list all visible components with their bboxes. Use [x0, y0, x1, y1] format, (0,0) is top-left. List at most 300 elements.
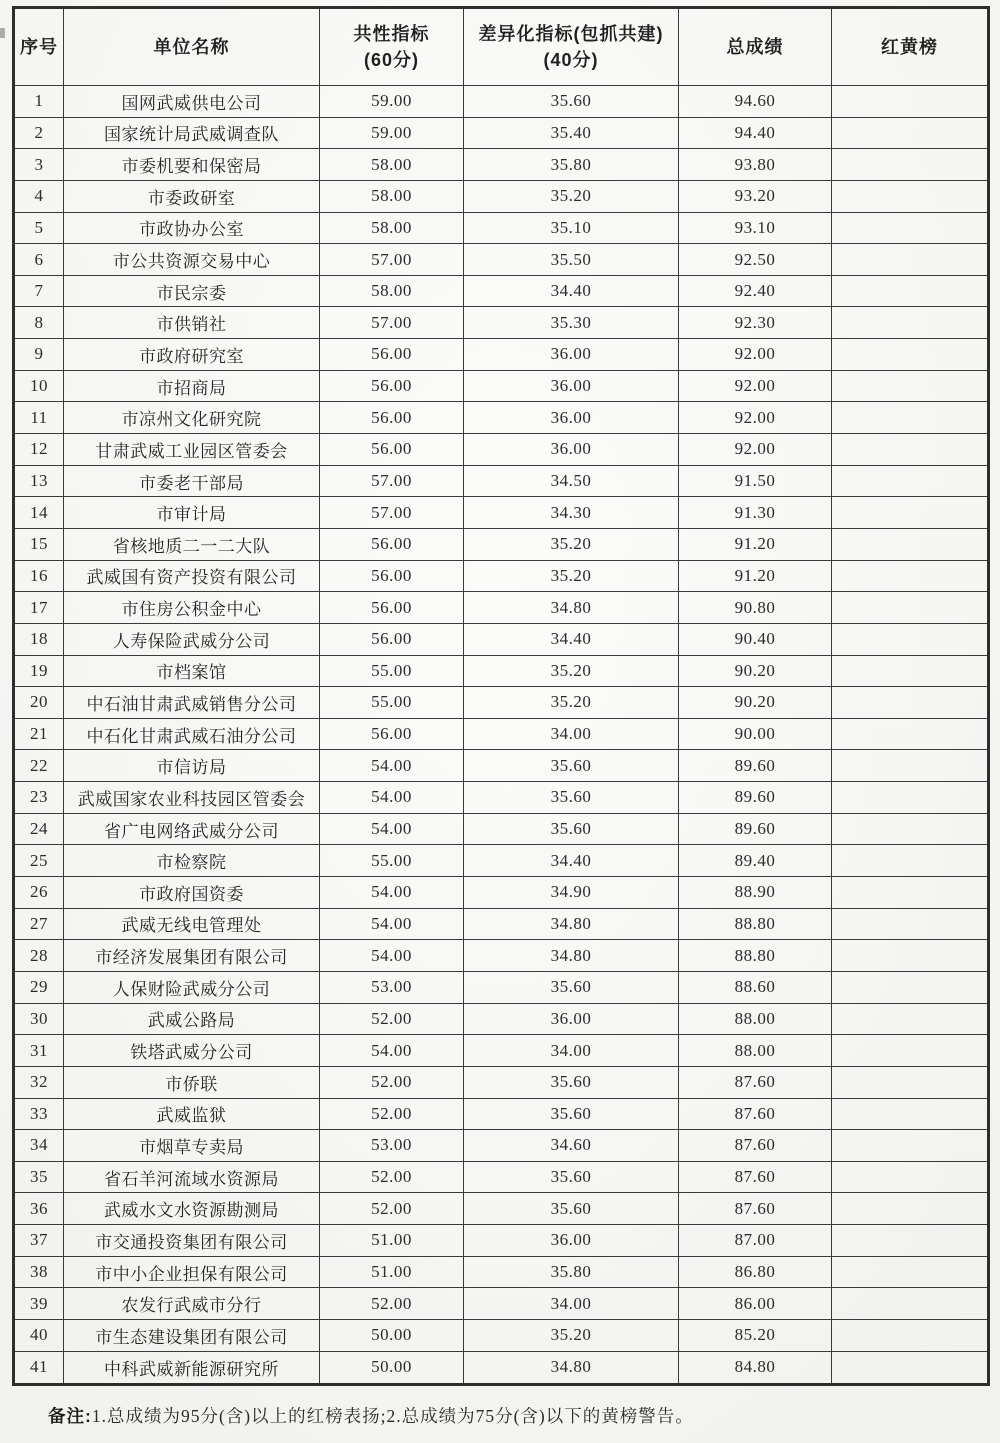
cell-diff: 34.90 — [464, 877, 679, 909]
cell-diff: 34.00 — [464, 1288, 679, 1320]
cell-flag — [832, 1098, 989, 1130]
cell-total: 88.00 — [679, 1003, 832, 1035]
cell-unit: 市委老干部局 — [64, 465, 320, 497]
table-row — [14, 687, 989, 719]
cell-rank: 8 — [14, 307, 64, 339]
cell-total: 92.50 — [679, 244, 832, 276]
cell-flag — [832, 497, 989, 529]
table-row — [14, 497, 989, 529]
cell-unit: 人保财险武威分公司 — [64, 971, 320, 1003]
table-row — [14, 560, 989, 592]
cell-unit: 市经济发展集团有限公司 — [64, 940, 320, 972]
cell-flag — [832, 402, 989, 434]
cell-diff: 36.00 — [464, 402, 679, 434]
cell-rank: 26 — [14, 877, 64, 909]
cell-flag — [832, 1130, 989, 1162]
cell-diff: 36.00 — [464, 339, 679, 371]
cell-common: 57.00 — [320, 497, 464, 529]
cell-total: 90.20 — [679, 655, 832, 687]
cell-total: 93.20 — [679, 180, 832, 212]
cell-flag — [832, 149, 989, 181]
cell-flag — [832, 1351, 989, 1384]
cell-common: 56.00 — [320, 592, 464, 624]
scan-artifact — [0, 28, 5, 38]
cell-rank: 13 — [14, 465, 64, 497]
table-row — [14, 655, 989, 687]
cell-common: 52.00 — [320, 1066, 464, 1098]
cell-total: 92.00 — [679, 339, 832, 371]
cell-total: 92.00 — [679, 370, 832, 402]
header-common-indicator — [320, 8, 464, 86]
cell-diff: 35.60 — [464, 86, 679, 118]
cell-diff: 34.50 — [464, 465, 679, 497]
cell-unit: 中石化甘肃武威石油分公司 — [64, 718, 320, 750]
cell-common: 59.00 — [320, 117, 464, 149]
cell-diff: 34.80 — [464, 592, 679, 624]
cell-total: 84.80 — [679, 1351, 832, 1384]
header-rank-label: 序号 — [20, 36, 58, 57]
header-common-line2: (60分) — [363, 50, 419, 70]
cell-diff: 34.00 — [464, 1035, 679, 1067]
cell-total: 92.00 — [679, 402, 832, 434]
table-row — [14, 1098, 989, 1130]
cell-unit: 省石羊河流域水资源局 — [64, 1161, 320, 1193]
cell-rank: 40 — [14, 1319, 64, 1351]
cell-total: 86.00 — [679, 1288, 832, 1320]
table-row — [14, 750, 989, 782]
cell-common: 56.00 — [320, 339, 464, 371]
cell-common: 51.00 — [320, 1256, 464, 1288]
cell-flag — [832, 86, 989, 118]
cell-diff: 35.60 — [464, 1161, 679, 1193]
cell-diff: 35.60 — [464, 750, 679, 782]
cell-diff: 35.20 — [464, 528, 679, 560]
cell-flag — [832, 623, 989, 655]
cell-rank: 16 — [14, 560, 64, 592]
cell-rank: 2 — [14, 117, 64, 149]
cell-total: 88.90 — [679, 877, 832, 909]
cell-diff: 36.00 — [464, 434, 679, 466]
cell-diff: 34.40 — [464, 845, 679, 877]
cell-unit: 市交通投资集团有限公司 — [64, 1225, 320, 1257]
table-row — [14, 275, 989, 307]
footnote-label: 备注: — [48, 1406, 92, 1426]
cell-common: 56.00 — [320, 402, 464, 434]
cell-total: 89.60 — [679, 750, 832, 782]
cell-rank: 28 — [14, 940, 64, 972]
cell-flag — [832, 560, 989, 592]
header-total-score — [679, 8, 832, 86]
cell-common: 57.00 — [320, 307, 464, 339]
table-row — [14, 1003, 989, 1035]
cell-unit: 武威公路局 — [64, 1003, 320, 1035]
table-row — [14, 528, 989, 560]
cell-unit: 市审计局 — [64, 497, 320, 529]
cell-common: 56.00 — [320, 434, 464, 466]
cell-unit: 武威无线电管理处 — [64, 908, 320, 940]
cell-total: 88.00 — [679, 1035, 832, 1067]
table-row — [14, 813, 989, 845]
cell-diff: 35.20 — [464, 1319, 679, 1351]
cell-rank: 15 — [14, 528, 64, 560]
cell-common: 55.00 — [320, 845, 464, 877]
cell-diff: 35.60 — [464, 782, 679, 814]
cell-unit: 市烟草专卖局 — [64, 1130, 320, 1162]
cell-flag — [832, 750, 989, 782]
table-row — [14, 623, 989, 655]
header-total-label: 总成绩 — [726, 36, 784, 57]
cell-unit: 市供销社 — [64, 307, 320, 339]
cell-flag — [832, 1256, 989, 1288]
cell-unit: 市政府研究室 — [64, 339, 320, 371]
cell-common: 58.00 — [320, 275, 464, 307]
cell-unit: 市招商局 — [64, 370, 320, 402]
cell-diff: 35.60 — [464, 971, 679, 1003]
cell-flag — [832, 877, 989, 909]
cell-rank: 21 — [14, 718, 64, 750]
header-common-line1: 共性指标 — [353, 23, 430, 44]
cell-unit: 市委机要和保密局 — [64, 149, 320, 181]
cell-total: 93.10 — [679, 212, 832, 244]
header-row — [14, 8, 989, 86]
table-row — [14, 307, 989, 339]
cell-unit: 市凉州文化研究院 — [64, 402, 320, 434]
cell-common: 57.00 — [320, 465, 464, 497]
table-row — [14, 86, 989, 118]
header-unit-name — [64, 8, 320, 86]
cell-total: 90.20 — [679, 687, 832, 719]
table-row — [14, 971, 989, 1003]
cell-flag — [832, 465, 989, 497]
cell-unit: 国家统计局武威调查队 — [64, 117, 320, 149]
cell-common: 55.00 — [320, 655, 464, 687]
cell-rank: 39 — [14, 1288, 64, 1320]
header-red-yellow-label: 红黄榜 — [881, 36, 938, 57]
cell-diff: 35.60 — [464, 1193, 679, 1225]
header-diff-line1: 差异化指标(包抓共建) — [478, 23, 664, 44]
cell-common: 50.00 — [320, 1351, 464, 1384]
cell-flag — [832, 212, 989, 244]
cell-rank: 34 — [14, 1130, 64, 1162]
cell-total: 92.30 — [679, 307, 832, 339]
cell-total: 93.80 — [679, 149, 832, 181]
cell-common: 54.00 — [320, 813, 464, 845]
cell-unit: 武威水文水资源勘测局 — [64, 1193, 320, 1225]
cell-rank: 38 — [14, 1256, 64, 1288]
cell-flag — [832, 339, 989, 371]
cell-flag — [832, 244, 989, 276]
cell-diff: 36.00 — [464, 370, 679, 402]
cell-common: 55.00 — [320, 687, 464, 719]
cell-rank: 6 — [14, 244, 64, 276]
cell-unit: 省广电网络武威分公司 — [64, 813, 320, 845]
cell-rank: 36 — [14, 1193, 64, 1225]
cell-diff: 36.00 — [464, 1225, 679, 1257]
header-rank — [14, 8, 64, 86]
cell-diff: 34.00 — [464, 718, 679, 750]
cell-rank: 11 — [14, 402, 64, 434]
cell-flag — [832, 434, 989, 466]
cell-total: 89.40 — [679, 845, 832, 877]
cell-unit: 市住房公积金中心 — [64, 592, 320, 624]
cell-common: 53.00 — [320, 1130, 464, 1162]
cell-common: 56.00 — [320, 623, 464, 655]
cell-flag — [832, 592, 989, 624]
cell-total: 91.20 — [679, 560, 832, 592]
cell-rank: 3 — [14, 149, 64, 181]
cell-total: 87.00 — [679, 1225, 832, 1257]
cell-total: 90.00 — [679, 718, 832, 750]
cell-diff: 35.60 — [464, 1066, 679, 1098]
table-row — [14, 940, 989, 972]
cell-unit: 市档案馆 — [64, 655, 320, 687]
table-row — [14, 149, 989, 181]
cell-total: 87.60 — [679, 1098, 832, 1130]
cell-diff: 35.80 — [464, 149, 679, 181]
cell-flag — [832, 1161, 989, 1193]
cell-common: 54.00 — [320, 782, 464, 814]
cell-flag — [832, 782, 989, 814]
cell-flag — [832, 971, 989, 1003]
cell-unit: 市生态建设集团有限公司 — [64, 1319, 320, 1351]
cell-total: 88.60 — [679, 971, 832, 1003]
cell-total: 89.60 — [679, 813, 832, 845]
cell-flag — [832, 1193, 989, 1225]
cell-rank: 31 — [14, 1035, 64, 1067]
cell-diff: 35.60 — [464, 813, 679, 845]
footnote-text: 1.总成绩为95分(含)以上的红榜表扬;2.总成绩为75分(含)以下的黄榜警告。 — [91, 1406, 694, 1426]
cell-diff: 35.20 — [464, 180, 679, 212]
table-header — [14, 8, 989, 86]
cell-unit: 市检察院 — [64, 845, 320, 877]
table-row — [14, 434, 989, 466]
table-row — [14, 1130, 989, 1162]
cell-common: 54.00 — [320, 1035, 464, 1067]
cell-unit: 市委政研室 — [64, 180, 320, 212]
cell-total: 90.40 — [679, 623, 832, 655]
cell-diff: 34.30 — [464, 497, 679, 529]
cell-diff: 35.60 — [464, 1098, 679, 1130]
cell-common: 57.00 — [320, 244, 464, 276]
cell-flag — [832, 908, 989, 940]
cell-common: 54.00 — [320, 750, 464, 782]
cell-rank: 22 — [14, 750, 64, 782]
cell-common: 54.00 — [320, 877, 464, 909]
cell-diff: 35.20 — [464, 560, 679, 592]
cell-flag — [832, 813, 989, 845]
cell-common: 54.00 — [320, 940, 464, 972]
cell-flag — [832, 180, 989, 212]
cell-total: 91.30 — [679, 497, 832, 529]
cell-rank: 23 — [14, 782, 64, 814]
table-row — [14, 1193, 989, 1225]
cell-rank: 33 — [14, 1098, 64, 1130]
cell-common: 58.00 — [320, 180, 464, 212]
unit-score-table — [12, 6, 990, 1386]
cell-unit: 中石油甘肃武威销售分公司 — [64, 687, 320, 719]
cell-unit: 国网武威供电公司 — [64, 86, 320, 118]
cell-rank: 1 — [14, 86, 64, 118]
cell-common: 52.00 — [320, 1161, 464, 1193]
cell-diff: 35.80 — [464, 1256, 679, 1288]
table-row — [14, 465, 989, 497]
cell-flag — [832, 655, 989, 687]
cell-common: 56.00 — [320, 560, 464, 592]
cell-diff: 34.80 — [464, 1351, 679, 1384]
cell-total: 89.60 — [679, 782, 832, 814]
cell-rank: 5 — [14, 212, 64, 244]
cell-unit: 甘肃武威工业园区管委会 — [64, 434, 320, 466]
cell-total: 86.80 — [679, 1256, 832, 1288]
cell-rank: 25 — [14, 845, 64, 877]
cell-unit: 武威国有资产投资有限公司 — [64, 560, 320, 592]
cell-rank: 27 — [14, 908, 64, 940]
cell-common: 59.00 — [320, 86, 464, 118]
table-row — [14, 782, 989, 814]
table-row — [14, 1066, 989, 1098]
cell-rank: 29 — [14, 971, 64, 1003]
table-row — [14, 1225, 989, 1257]
table-row — [14, 718, 989, 750]
cell-rank: 9 — [14, 339, 64, 371]
cell-common: 52.00 — [320, 1098, 464, 1130]
cell-flag — [832, 370, 989, 402]
cell-common: 52.00 — [320, 1288, 464, 1320]
cell-flag — [832, 528, 989, 560]
cell-rank: 14 — [14, 497, 64, 529]
table-row — [14, 908, 989, 940]
cell-total: 88.80 — [679, 908, 832, 940]
cell-common: 56.00 — [320, 718, 464, 750]
cell-common: 58.00 — [320, 149, 464, 181]
cell-unit: 中科武威新能源研究所 — [64, 1351, 320, 1384]
cell-diff: 34.40 — [464, 275, 679, 307]
cell-total: 92.00 — [679, 434, 832, 466]
cell-flag — [832, 687, 989, 719]
cell-unit: 市民宗委 — [64, 275, 320, 307]
cell-flag — [832, 1003, 989, 1035]
cell-common: 58.00 — [320, 212, 464, 244]
table-row — [14, 877, 989, 909]
header-diff-indicator — [464, 8, 679, 86]
table-row — [14, 212, 989, 244]
cell-unit: 市政府国资委 — [64, 877, 320, 909]
cell-total: 85.20 — [679, 1319, 832, 1351]
cell-common: 56.00 — [320, 528, 464, 560]
cell-diff: 35.20 — [464, 687, 679, 719]
cell-flag — [832, 1319, 989, 1351]
cell-total: 88.80 — [679, 940, 832, 972]
cell-total: 87.60 — [679, 1193, 832, 1225]
cell-total: 94.60 — [679, 86, 832, 118]
cell-unit: 农发行武威市分行 — [64, 1288, 320, 1320]
cell-diff: 36.00 — [464, 1003, 679, 1035]
cell-common: 53.00 — [320, 971, 464, 1003]
table-row — [14, 592, 989, 624]
table-row — [14, 370, 989, 402]
table-body — [14, 86, 989, 1385]
cell-rank: 30 — [14, 1003, 64, 1035]
cell-flag — [832, 275, 989, 307]
cell-common: 54.00 — [320, 908, 464, 940]
table-row — [14, 339, 989, 371]
cell-common: 51.00 — [320, 1225, 464, 1257]
cell-total: 92.40 — [679, 275, 832, 307]
cell-rank: 24 — [14, 813, 64, 845]
cell-unit: 市政协办公室 — [64, 212, 320, 244]
header-diff-line2: (40分) — [543, 50, 599, 70]
table-row — [14, 402, 989, 434]
header-red-yellow-list — [832, 8, 989, 86]
cell-unit: 市中小企业担保有限公司 — [64, 1256, 320, 1288]
cell-rank: 18 — [14, 623, 64, 655]
cell-rank: 35 — [14, 1161, 64, 1193]
cell-rank: 32 — [14, 1066, 64, 1098]
cell-diff: 35.30 — [464, 307, 679, 339]
cell-flag — [832, 718, 989, 750]
cell-flag — [832, 1066, 989, 1098]
cell-rank: 17 — [14, 592, 64, 624]
cell-flag — [832, 1035, 989, 1067]
cell-unit: 省核地质二一二大队 — [64, 528, 320, 560]
cell-flag — [832, 940, 989, 972]
cell-diff: 35.10 — [464, 212, 679, 244]
footnote — [48, 1403, 968, 1428]
cell-rank: 20 — [14, 687, 64, 719]
cell-total: 91.50 — [679, 465, 832, 497]
cell-common: 50.00 — [320, 1319, 464, 1351]
cell-diff: 35.20 — [464, 655, 679, 687]
cell-total: 94.40 — [679, 117, 832, 149]
cell-total: 91.20 — [679, 528, 832, 560]
table-row — [14, 180, 989, 212]
table-row — [14, 117, 989, 149]
cell-unit: 人寿保险武威分公司 — [64, 623, 320, 655]
cell-total: 87.60 — [679, 1066, 832, 1098]
cell-rank: 4 — [14, 180, 64, 212]
cell-total: 87.60 — [679, 1130, 832, 1162]
cell-common: 52.00 — [320, 1193, 464, 1225]
cell-rank: 7 — [14, 275, 64, 307]
table-row — [14, 1161, 989, 1193]
table-row — [14, 244, 989, 276]
cell-rank: 10 — [14, 370, 64, 402]
table-row — [14, 1035, 989, 1067]
cell-rank: 19 — [14, 655, 64, 687]
cell-common: 56.00 — [320, 370, 464, 402]
cell-total: 87.60 — [679, 1161, 832, 1193]
cell-common: 52.00 — [320, 1003, 464, 1035]
cell-unit: 市信访局 — [64, 750, 320, 782]
cell-unit: 市公共资源交易中心 — [64, 244, 320, 276]
table-row — [14, 1319, 989, 1351]
cell-diff: 35.50 — [464, 244, 679, 276]
cell-diff: 35.40 — [464, 117, 679, 149]
cell-flag — [832, 845, 989, 877]
cell-diff: 34.60 — [464, 1130, 679, 1162]
cell-rank: 41 — [14, 1351, 64, 1384]
cell-rank: 37 — [14, 1225, 64, 1257]
cell-flag — [832, 1288, 989, 1320]
cell-total: 90.80 — [679, 592, 832, 624]
table-row — [14, 1351, 989, 1384]
cell-unit: 武威国家农业科技园区管委会 — [64, 782, 320, 814]
cell-rank: 12 — [14, 434, 64, 466]
cell-diff: 34.40 — [464, 623, 679, 655]
cell-diff: 34.80 — [464, 940, 679, 972]
table-row — [14, 1256, 989, 1288]
header-unit-name-label: 单位名称 — [153, 36, 230, 57]
